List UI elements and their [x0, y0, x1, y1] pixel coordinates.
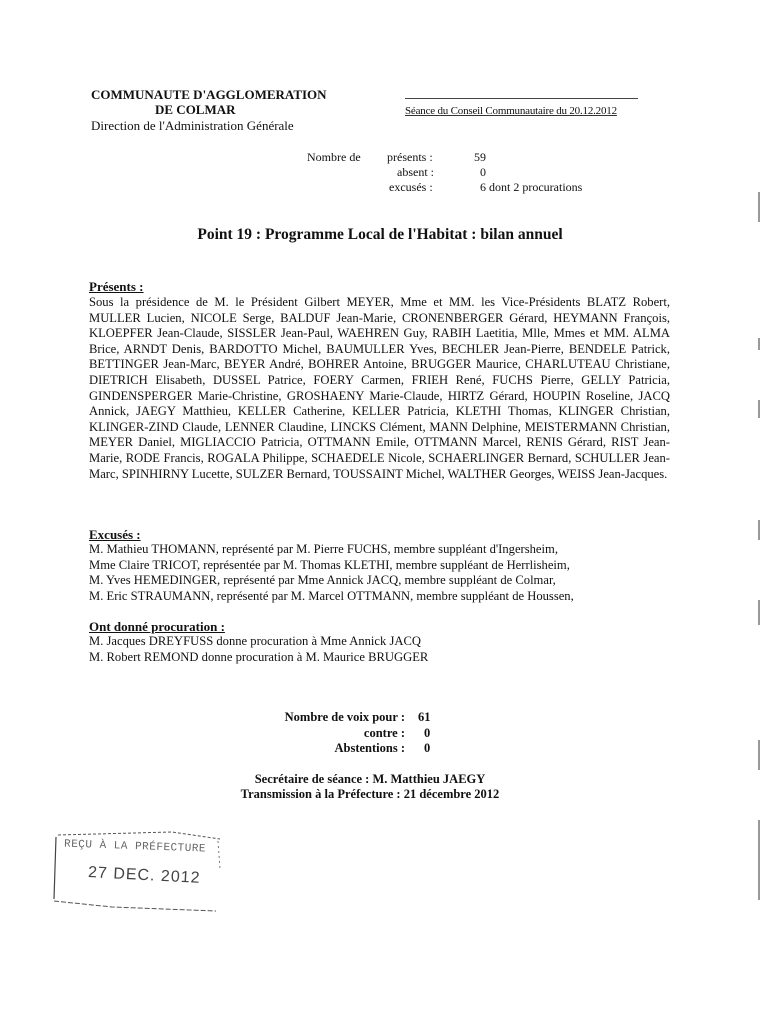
excuses-value: 6 dont 2 procurations: [480, 180, 583, 194]
count-label: Nombre de: [307, 150, 361, 164]
org-name-line2: DE COLMAR: [155, 102, 236, 117]
procuration-line: M. Jacques DREYFUSS donne procuration à Mme Annick JACQ: [89, 634, 421, 648]
vote-contre-value: 0: [424, 726, 431, 740]
presents-value: 59: [474, 150, 486, 164]
transmission-line: Transmission à la Préfecture : 21 décembre 2012: [240, 787, 500, 801]
scan-edge-mark: [758, 338, 760, 350]
vote-pour-value: 61: [418, 710, 431, 724]
presents-heading: Présents :: [89, 279, 144, 294]
seance-reference: Séance du Conseil Communautaire du 20.12.2012: [405, 105, 617, 117]
scan-edge-mark: [758, 820, 760, 900]
excuses-label: excusés :: [389, 180, 433, 194]
scan-edge-mark: [758, 400, 760, 418]
excuse-line: M. Mathieu THOMANN, représenté par M. Pierre FUCHS, membre suppléant d'Ingersheim,: [89, 542, 558, 556]
absent-value: 0: [480, 165, 486, 179]
scan-edge-mark: [758, 192, 760, 222]
presents-label: présents :: [387, 150, 433, 164]
vote-pour-label: Nombre de voix pour :: [284, 710, 405, 724]
scan-edge-mark: [758, 600, 760, 625]
excuse-line: M. Eric STRAUMANN, représenté par M. Marcel OTTMANN, membre suppléant de Houssen,: [89, 588, 574, 603]
excuses-list: [89, 542, 689, 604]
vote-abstentions-label: Abstentions :: [334, 741, 405, 755]
presents-list: Sous la présidence de M. le Président Gilbert MEYER, Mme et MM. les Vice-Présidents BLATZ Robert, MULLER Lucien, NICOLE Serge, BALDUF Jean-Marie, CRONENBERGER Gérard, HEYMANN François, KLOEPFER Jean-Claude, SISSLER Jean-Paul, WAEHREN Guy, RABIH Laetitia, Mlle, Mmes et MM. ALMA Brice, ARNDT Denis, BARDOTTO Michel, BAUMULLER Yves, BECHLER Jean-Pierre, BENDELE Patrick, BETTINGER Jean-Marc, BEYER André, BOHRER Antoine, BRUGGER Maurice, CHARLUTEAU Christiane, DIETRICH Elisabeth, DUSSEL Patrice, FOERY Carmen, FRIEH René, FUCHS Pierre, GELLY Patricia, GINDENSPERGER Marie-Christine, GROSHAENY Marie-Claude, HIRTZ Gérard, HOUPIN Roseline, JACQ Annick, JAEGY Matthieu, KELLER Catherine, KELLER Patricia, KLETHI Thomas, KLINGER Christian, KLINGER-ZIND Claude, LENNER Claudine, LINCKS Clément, MANN Delphine, MEISTERMANN Christian, MEYER Daniel, MIGLIACCIO Patricia, OTTMANN Emile, OTTMANN Marcel, RENIS Gérard, RIST Jean-Marie, RODE Francis, ROGALA Philippe, SCHAEDELE Nicole, SCHAERLINGER Bernard, SCHULLER Jean-Marc, SPINHIRNY Lucette, SULZER Bernard, TOUSSAINT Michel, WALTHER Georges, WEISS Jean-Jacques.: [89, 295, 670, 481]
seance-overline: [405, 98, 638, 103]
org-name-line1: COMMUNAUTE D'AGGLOMERATION: [91, 87, 327, 102]
excuses-heading: Excusés :: [89, 527, 141, 542]
prefecture-stamp: [52, 829, 222, 913]
absent-label: absent :: [397, 165, 434, 179]
procurations-heading: Ont donné procuration :: [89, 619, 225, 634]
procurations-list: [89, 634, 689, 665]
procuration-line: M. Robert REMOND donne procuration à M. Maurice BRUGGER: [89, 649, 429, 664]
stamp-date: 27 DEC. 2012: [87, 864, 201, 887]
excuse-line: M. Yves HEMEDINGER, représenté par Mme Annick JACQ, membre suppléant de Colmar,: [89, 573, 556, 588]
scan-edge-mark: [758, 740, 760, 770]
secretary-line: Secrétaire de séance : M. Matthieu JAEGY: [254, 772, 486, 786]
excuse-line: Mme Claire TRICOT, représentée par M. Thomas KLETHI, membre suppléant de Herrlisheim,: [89, 557, 570, 572]
stamp-label: REÇU À LA PRÉFECTURE: [63, 838, 207, 856]
vote-abstentions-value: 0: [424, 741, 431, 755]
page-title: Point 19 : Programme Local de l'Habitat : bilan annuel: [197, 226, 563, 243]
org-department: Direction de l'Administration Générale: [91, 118, 294, 133]
vote-contre-label: contre :: [363, 726, 405, 740]
scan-edge-mark: [758, 520, 760, 540]
